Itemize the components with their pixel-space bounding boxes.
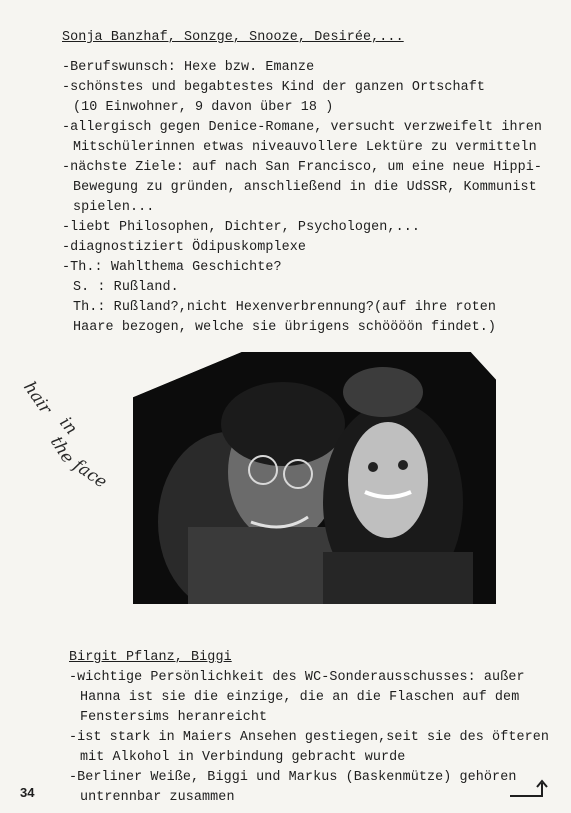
profile-lines <box>69 668 559 808</box>
text-line: (10 Einwohner, 9 davon über 18 ) <box>73 100 334 115</box>
text-line: Bewegung zu gründen, anschließend in die UdSSR, Kommunist <box>73 180 537 195</box>
text-line: -diagnostiziert Ödipuskomplexe <box>62 240 307 255</box>
text-line: -liebt Philosophen, Dichter, Psychologen,... <box>62 220 420 235</box>
text-line: Haare bezogen, welche sie übrigens schöööön findet.) <box>73 320 497 335</box>
handwritten-word: face <box>69 455 111 493</box>
handwritten-word: in <box>55 413 82 439</box>
handwritten-word: the <box>46 432 78 468</box>
text-line: -Berufswunsch: Hexe bzw. Emanze <box>62 60 315 75</box>
profile-birgit <box>69 648 559 808</box>
handwritten-word: hair <box>19 378 56 418</box>
profile-heading: Birgit Pflanz, Biggi <box>69 650 232 665</box>
text-line: -Berliner Weiße, Biggi und Markus (Baskenmütze) gehören <box>69 770 517 785</box>
text-line: -allergisch gegen Denice-Romane, versucht verzweifelt ihren <box>62 120 543 135</box>
text-line: untrennbar zusammen <box>80 790 235 805</box>
text-line: Th.: Rußland?,nicht Hexenverbrennung?(auf ihre roten <box>73 300 497 315</box>
text-line: Mitschülerinnen etwas niveauvollere Lektüre zu vermitteln <box>73 140 537 155</box>
text-line: S. : Rußland. <box>73 280 179 295</box>
text-line: -nächste Ziele: auf nach San Francisco, um eine neue Hippi- <box>62 160 543 175</box>
profile-heading: Sonja Banzhaf, Sonzge, Snooze, Desirée,... <box>62 30 404 45</box>
text-line: mit Alkohol in Verbindung gebracht wurde <box>80 750 406 765</box>
text-line: -Th.: Wahlthema Geschichte? <box>62 260 282 275</box>
profile-sonja <box>62 28 552 338</box>
profile-lines <box>62 58 552 338</box>
handwritten-caption <box>12 380 122 500</box>
page-number: 34 <box>20 785 35 800</box>
text-line: -schönstes und begabtestes Kind der ganzen Ortschaft <box>62 80 486 95</box>
text-line: spielen... <box>73 200 155 215</box>
photo-illustration <box>133 352 496 604</box>
group-photo <box>133 352 496 604</box>
text-line: -wichtige Persönlichkeit des WC-Sonderausschusses: außer <box>69 670 525 685</box>
text-line: -ist stark in Maiers Ansehen gestiegen,seit sie des öfteren <box>69 730 550 745</box>
turn-page-arrow-icon <box>508 778 548 800</box>
text-line: Hanna ist sie die einzige, die an die Flaschen auf dem <box>80 690 520 705</box>
text-line: Fenstersims heranreicht <box>80 710 268 725</box>
